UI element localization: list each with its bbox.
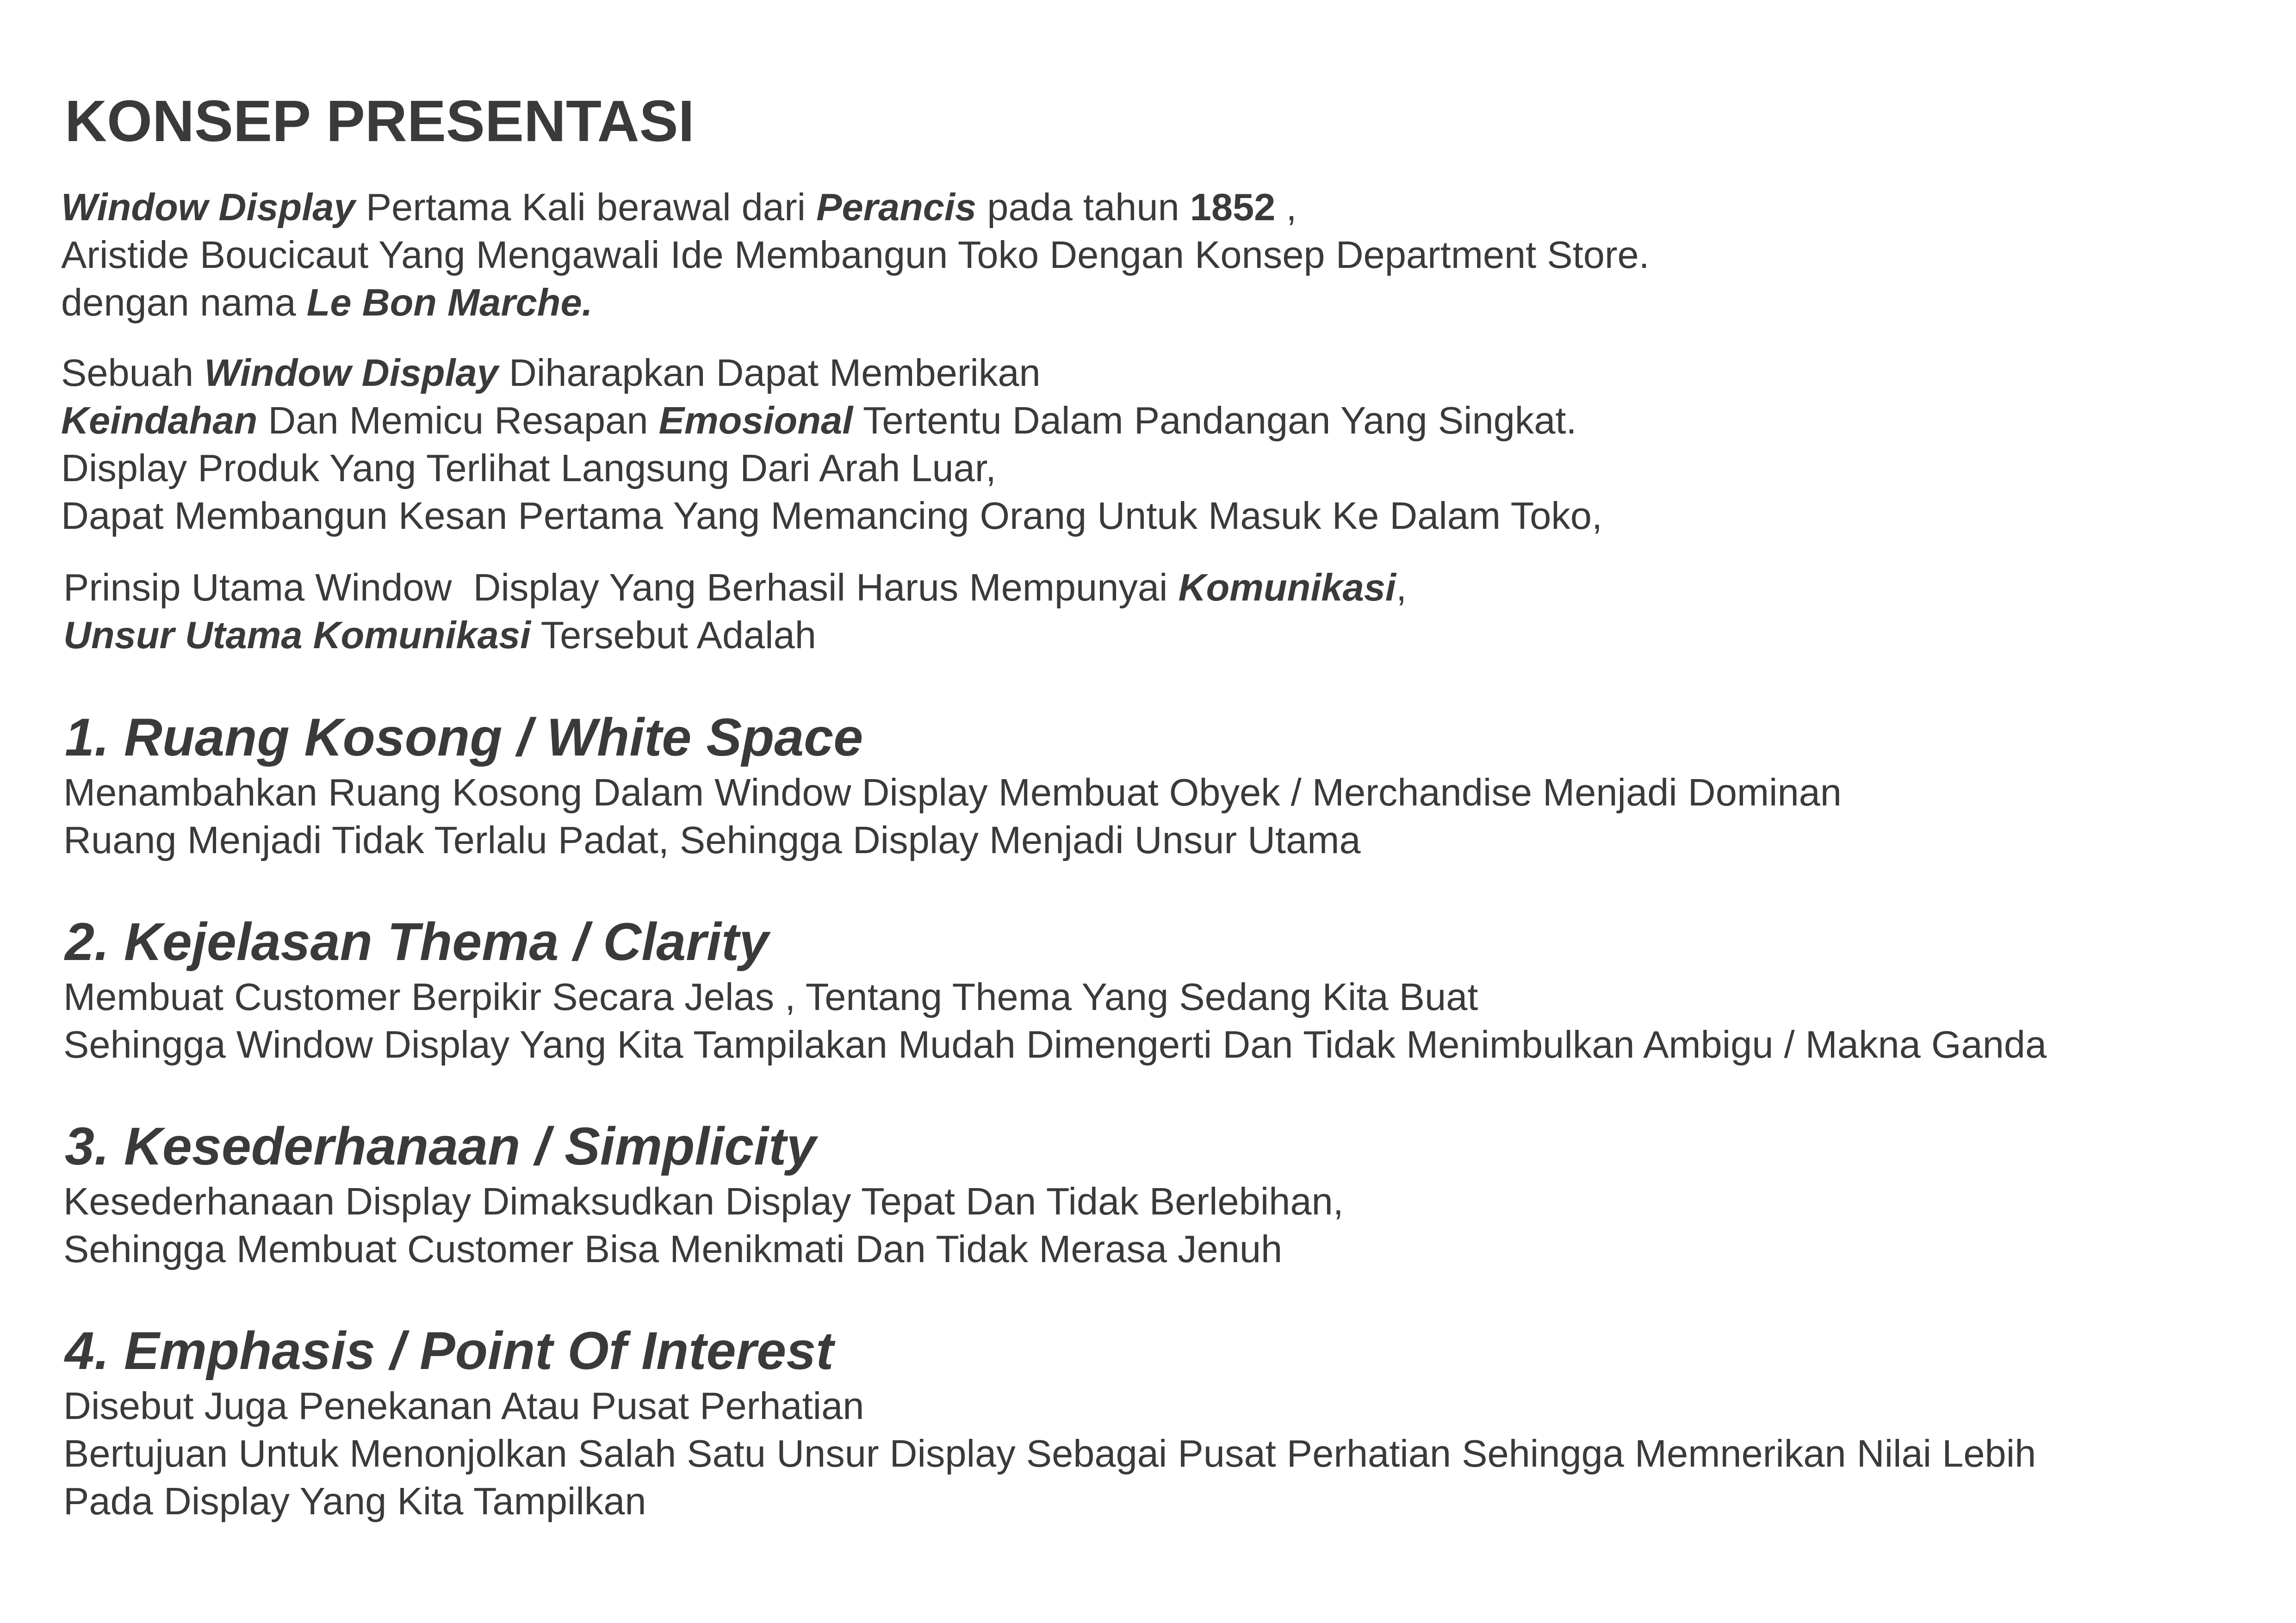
- intro-line-3: [61, 280, 593, 324]
- section-4-line-1: Disebut Juga Penekanan Atau Pusat Perhatian: [63, 1384, 864, 1427]
- section-heading-emphasis: 4. Emphasis / Point Of Interest: [65, 1321, 834, 1381]
- year-text: 1852: [1190, 186, 1276, 229]
- body-text: ,: [1396, 566, 1407, 609]
- section-heading-white-space: 1. Ruang Kosong / White Space: [65, 708, 863, 767]
- intro-line-2: Aristide Boucicaut Yang Mengawali Ide Membangun Toko Dengan Konsep Department Store.: [61, 233, 1650, 276]
- intro-line-1: [61, 185, 1297, 229]
- section-heading-simplicity: 3. Kesederhanaan / Simplicity: [65, 1117, 816, 1176]
- para3-line-2: [63, 613, 816, 657]
- body-text: Pertama Kali berawal dari: [355, 186, 817, 229]
- emphasis-text: Komunikasi: [1178, 566, 1396, 609]
- emphasis-text: Emosional: [658, 399, 853, 442]
- para2-line-1: [61, 351, 1041, 395]
- emphasis-text: Window Display: [61, 186, 355, 229]
- body-text: Tersebut Adalah: [531, 613, 816, 657]
- emphasis-text: Window Display: [204, 351, 498, 394]
- para2-line-2: [61, 398, 1577, 442]
- section-4-line-3: Pada Display Yang Kita Tampilkan: [63, 1480, 646, 1523]
- section-3-line-2: Sehingga Membuat Customer Bisa Menikmati Dan Tidak Merasa Jenuh: [63, 1227, 1283, 1270]
- body-text: Tertentu Dalam Pandangan Yang Singkat.: [853, 399, 1577, 442]
- emphasis-text: Le Bon Marche.: [306, 281, 593, 324]
- section-4-line-2: Bertujuan Untuk Menonjolkan Salah Satu Unsur Display Sebagai Pusat Perhatian Sehingga Memnerikan Nilai Lebih: [63, 1432, 2036, 1475]
- body-text: Dan Memicu Resapan: [257, 399, 659, 442]
- body-text: pada tahun: [976, 186, 1190, 229]
- para2-line-4: Dapat Membangun Kesan Pertama Yang Memancing Orang Untuk Masuk Ke Dalam Toko,: [61, 494, 1602, 537]
- body-text: Prinsip Utama Window Display Yang Berhasil Harus Mempunyai: [63, 566, 1179, 609]
- para2-line-3: Display Produk Yang Terlihat Langsung Dari Arah Luar,: [61, 446, 996, 489]
- body-text: ,: [1275, 186, 1297, 229]
- emphasis-text: Keindahan: [61, 399, 258, 442]
- body-text: Diharapkan Dapat Memberikan: [498, 351, 1041, 394]
- body-text: Sebuah: [61, 351, 205, 394]
- page-title: KONSEP PRESENTASI: [65, 88, 695, 154]
- section-1-line-1: Menambahkan Ruang Kosong Dalam Window Display Membuat Obyek / Merchandise Menjadi Dominan: [63, 771, 1842, 814]
- section-2-line-2: Sehingga Window Display Yang Kita Tampilakan Mudah Dimengerti Dan Tidak Menimbulkan Ambigu / Makna Ganda: [63, 1023, 2047, 1066]
- emphasis-text: Perancis: [816, 186, 977, 229]
- body-text: dengan nama: [61, 281, 307, 324]
- section-2-line-1: Membuat Customer Berpikir Secara Jelas , Tentang Thema Yang Sedang Kita Buat: [63, 975, 1478, 1018]
- section-3-line-1: Kesederhanaan Display Dimaksudkan Display Tepat Dan Tidak Berlebihan,: [63, 1180, 1344, 1223]
- para3-line-1: [63, 565, 1407, 609]
- section-heading-clarity: 2. Kejelasan Thema / Clarity: [65, 912, 769, 972]
- section-1-line-2: Ruang Menjadi Tidak Terlalu Padat, Sehingga Display Menjadi Unsur Utama: [63, 818, 1361, 861]
- emphasis-text: Unsur Utama Komunikasi: [63, 613, 531, 657]
